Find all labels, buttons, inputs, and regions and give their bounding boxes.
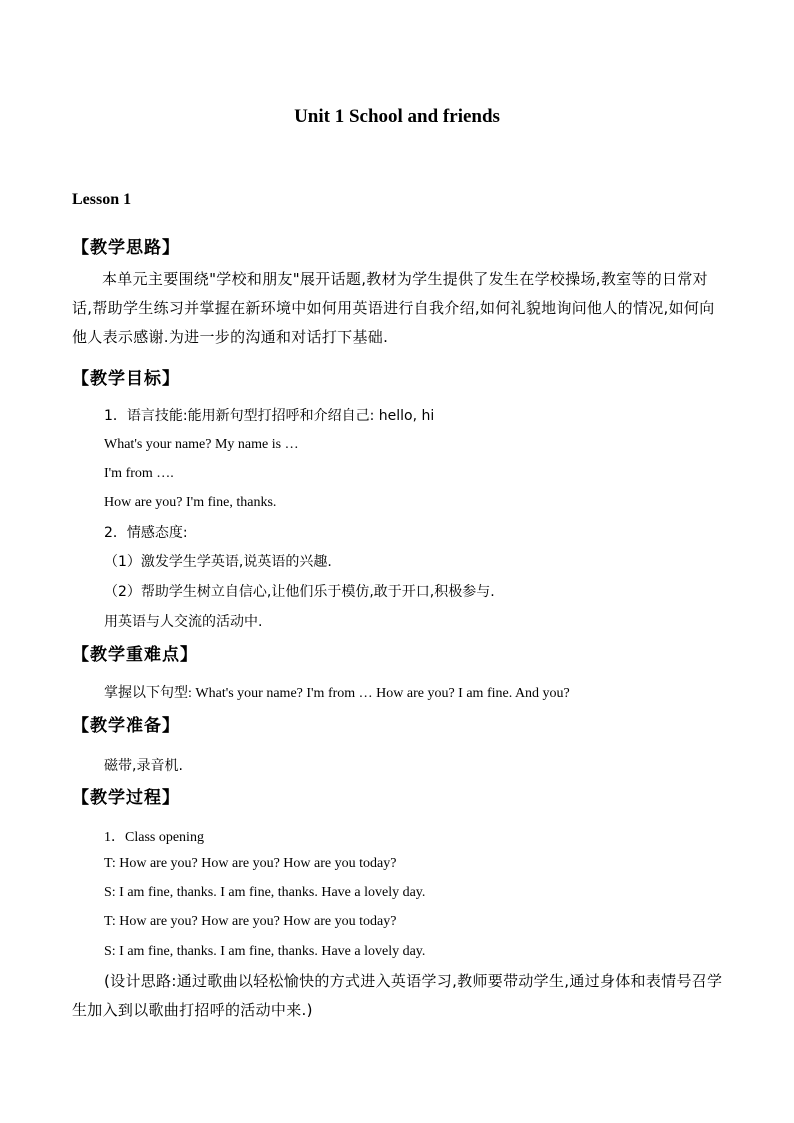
heading-preparation: 【教学准备】	[72, 716, 180, 736]
process-line: S: I am fine, thanks. I am fine, thanks. Have a lovely day.	[104, 885, 426, 900]
goal-line: What's your name? My name is …	[104, 437, 299, 452]
heading-approach: 【教学思路】	[72, 238, 180, 258]
goal-line: 1．语言技能:能用新句型打招呼和介绍自己: hello, hi	[104, 408, 435, 424]
approach-paragraph: 本单元主要围绕"学校和朋友"展开话题,教材为学生提供了发生在学校操场,教室等的日常对话,帮助学生练习并掌握在新环境中如何用英语进行自我介绍,如何礼貌地询问他人的情况,如何向他人表示感谢.为进一步的沟通和对话打下基础.	[72, 270, 715, 346]
process-line: S: I am fine, thanks. I am fine, thanks. Have a lovely day.	[104, 944, 426, 959]
key-points-text: 掌握以下句型: What's your name? I'm from … How are you? I am fine. And you?	[104, 686, 570, 701]
goal-line: 用英语与人交流的活动中.	[104, 614, 263, 630]
lesson-heading: Lesson 1	[72, 191, 132, 208]
goal-line: （2）帮助学生树立自信心,让他们乐于模仿,敢于开口,积极参与.	[104, 584, 495, 600]
process-line: T: How are you? How are you? How are you today?	[104, 914, 397, 929]
goal-line: （1）激发学生学英语,说英语的兴趣.	[104, 554, 332, 570]
process-line: 1．Class opening	[104, 830, 204, 845]
preparation-text: 磁带,录音机.	[104, 758, 183, 774]
process-line: T: How are you? How are you? How are you today?	[104, 856, 397, 871]
document-title: Unit 1 School and friends	[294, 106, 500, 127]
heading-goals: 【教学目标】	[72, 369, 180, 389]
goal-line: How are you? I'm fine, thanks.	[104, 495, 277, 510]
goal-line: 2．情感态度:	[104, 525, 188, 541]
goal-line: I'm from ….	[104, 466, 174, 481]
heading-key-points: 【教学重难点】	[72, 645, 198, 665]
heading-process: 【教学过程】	[72, 788, 180, 808]
process-note: (设计思路:通过歌曲以轻松愉快的方式进入英语学习,教师要带动学生,通过身体和表情号召学生加入到以歌曲打招呼的活动中来.)	[72, 972, 723, 1019]
